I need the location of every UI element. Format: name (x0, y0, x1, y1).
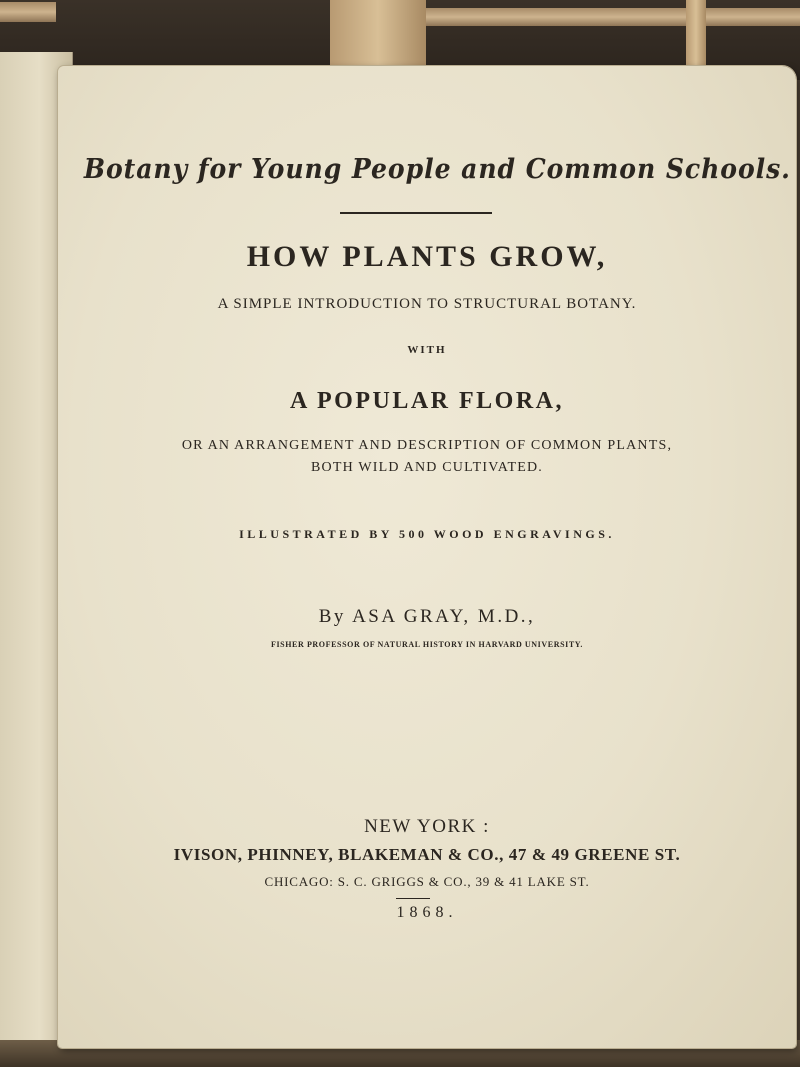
publication-year: 1868. (396, 904, 458, 921)
title-page (58, 66, 796, 1048)
book-subtitle: A SIMPLE INTRODUCTION TO STRUCTURAL BOTANY. (217, 296, 637, 312)
description-line-1: OR AN ARRANGEMENT AND DESCRIPTION OF COMMON PLANTS, (181, 438, 673, 453)
connector-text: WITH (407, 344, 447, 356)
description-line-2: BOTH WILD AND CULTIVATED. (311, 460, 543, 475)
publisher-branch: CHICAGO: S. C. GRIGGS & CO., 39 & 41 LAKE ST. (264, 874, 590, 889)
publication-city: NEW YORK : (364, 816, 490, 837)
publisher: IVISON, PHINNEY, BLAKEMAN & CO., 47 & 49 GREENE ST. (173, 845, 681, 864)
author-affiliation: FISHER PROFESSOR OF NATURAL HISTORY IN HARVARD UNIVERSITY. (270, 640, 584, 649)
wood-slat (330, 0, 426, 70)
book-title: HOW PLANTS GROW, (246, 240, 608, 273)
wood-bar (0, 2, 56, 22)
divider-rule (340, 212, 492, 214)
series-title: Botany for Young People and Common Schools. (83, 154, 791, 185)
year-rule (396, 898, 430, 899)
author-line: By ASA GRAY, M.D., (318, 606, 536, 627)
wood-bar (426, 8, 800, 26)
illustrations-note: ILLUSTRATED BY 500 WOOD ENGRAVINGS. (239, 527, 615, 541)
second-title: A POPULAR FLORA, (290, 388, 564, 414)
wood-slat (686, 0, 706, 70)
